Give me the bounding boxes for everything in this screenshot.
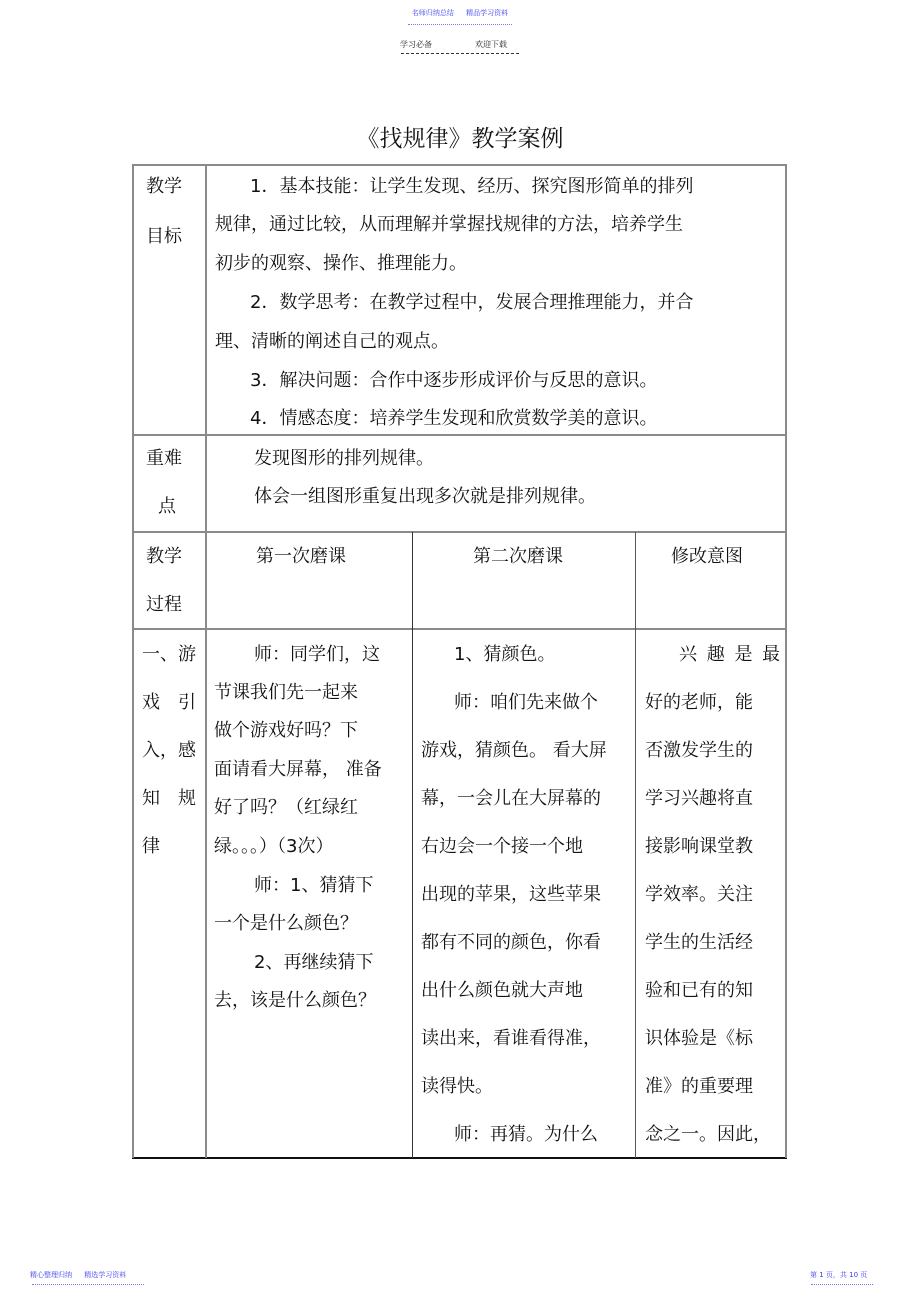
- key-point-line: 体会一组图形重复出现多次就是排列规律。: [254, 486, 596, 507]
- table-border-left: [132, 164, 134, 1158]
- second-trial-line: 出什么颜色就大声地: [421, 980, 583, 1001]
- section1-label: 律: [142, 836, 160, 857]
- footer-right-dotted-rule: [811, 1284, 873, 1285]
- intent-line: 兴 趣 是 最: [679, 644, 783, 665]
- objective-line: 规律，通过比较，从而理解并掌握找规律的方法，培养学生: [215, 214, 683, 235]
- first-trial-line: 去，该是什么颜色？: [214, 990, 376, 1011]
- column-header-intent: 修改意图: [671, 546, 743, 567]
- second-trial-line: 游戏，猜颜色。 看大屏: [421, 740, 607, 761]
- table-border-top: [132, 164, 787, 166]
- process-label: 教学: [146, 546, 182, 567]
- first-trial-line: 一个是什么颜色？: [214, 913, 358, 934]
- intent-line: 接影响课堂教: [645, 836, 753, 857]
- objectives-label: 教学: [146, 176, 182, 197]
- page-title: 《找规律》教学案例: [356, 126, 564, 152]
- row-divider: [132, 628, 787, 630]
- label-column-divider: [205, 164, 207, 1158]
- section1-label: 入，感: [142, 740, 196, 761]
- sub-left-text: 学习必备: [400, 40, 432, 49]
- column-header-first-trial: 第一次磨课: [256, 546, 346, 567]
- intent-line: 学习兴趣将直: [645, 788, 753, 809]
- second-trial-line: 读出来，看谁看得准，: [421, 1028, 601, 1049]
- objective-line: 初步的观察、操作、推理能力。: [215, 253, 467, 274]
- footer-left-dotted-rule: [32, 1284, 144, 1285]
- first-trial-line: 面请看大屏幕， 准备: [214, 759, 382, 780]
- section1-label: 知 规: [142, 788, 196, 809]
- process-column-divider: [635, 532, 636, 1158]
- second-trial-line: 幕，一会儿在大屏幕的: [421, 788, 601, 809]
- first-trial-line: 绿。。。）（3次）: [214, 836, 334, 857]
- second-trial-line: 师：咱们先来做个: [454, 692, 598, 713]
- second-trial-line: 出现的苹果，这些苹果: [421, 884, 601, 905]
- section1-label: 戏 引: [142, 692, 196, 713]
- second-trial-line: 右边会一个接一个地: [421, 836, 583, 857]
- banner-dotted-rule: [408, 24, 512, 25]
- banner-right-text: 精品学习资料: [466, 9, 509, 17]
- intent-line: 识体验是《标: [645, 1028, 753, 1049]
- footer-left-b: 精选学习资料: [84, 1271, 127, 1279]
- key-points-label: 重难: [146, 448, 182, 469]
- objective-line: 1．基本技能：让学生发现、经历、探究图形简单的排列: [250, 176, 694, 197]
- objective-line: 3．解决问题：合作中逐步形成评价与反思的意识。: [250, 370, 658, 391]
- intent-line: 好的老师，能: [645, 692, 753, 713]
- subline-dashed-rule: [401, 53, 519, 54]
- objectives-label: 目标: [146, 226, 182, 247]
- objective-line: 理、清晰的阐述自己的观点。: [215, 331, 449, 352]
- section1-label: 一、游: [142, 644, 196, 665]
- intent-line: 准》的重要理: [645, 1076, 753, 1097]
- page-number: 第 1 页，共 10 页: [810, 1271, 868, 1279]
- first-trial-line: 2、再继续猜下: [254, 952, 374, 973]
- key-point-line: 发现图形的排列规律。: [254, 448, 434, 469]
- second-trial-line: 读得快。: [421, 1076, 493, 1097]
- intent-line: 学效率。关注: [645, 884, 753, 905]
- footer-left: [30, 1270, 136, 1280]
- second-trial-line: 1、猜颜色。: [454, 644, 556, 665]
- intent-line: 验和已有的知: [645, 980, 753, 1001]
- banner-left-text: 名师归纳总结: [411, 9, 454, 17]
- header-banner: [0, 8, 920, 18]
- process-column-divider: [412, 532, 413, 1158]
- lesson-table: [132, 164, 787, 1158]
- row-divider: [132, 531, 787, 533]
- second-trial-line: 都有不同的颜色，你看: [421, 932, 601, 953]
- row-divider: [132, 434, 787, 436]
- process-label: 过程: [146, 594, 182, 615]
- key-points-label: 点: [158, 496, 176, 517]
- second-trial-line: 师：再猜。为什么: [454, 1124, 598, 1145]
- footer-left-a: 精心整理归纳: [30, 1271, 72, 1279]
- objective-line: 2．数学思考：在教学过程中，发展合理推理能力，并合: [250, 292, 694, 313]
- table-border-right: [785, 164, 787, 1158]
- objective-line: 4．情感态度：培养学生发现和欣赏数学美的意识。: [250, 408, 658, 429]
- first-trial-line: 好了吗？（红绿红: [214, 797, 358, 818]
- first-trial-line: 师：同学们，这: [254, 644, 380, 665]
- column-header-second-trial: 第二次磨课: [473, 546, 563, 567]
- intent-line: 学生的生活经: [645, 932, 753, 953]
- intent-line: 否激发学生的: [645, 740, 753, 761]
- table-border-bottom: [132, 1157, 787, 1159]
- intent-line: 念之一。因此，: [645, 1124, 771, 1145]
- first-trial-line: 节课我们先一起来: [214, 682, 358, 703]
- first-trial-line: 做个游戏好吗？下: [214, 720, 358, 741]
- first-trial-line: 师：1、猜猜下: [254, 875, 374, 896]
- sub-right-text: 欢迎下载: [475, 40, 507, 49]
